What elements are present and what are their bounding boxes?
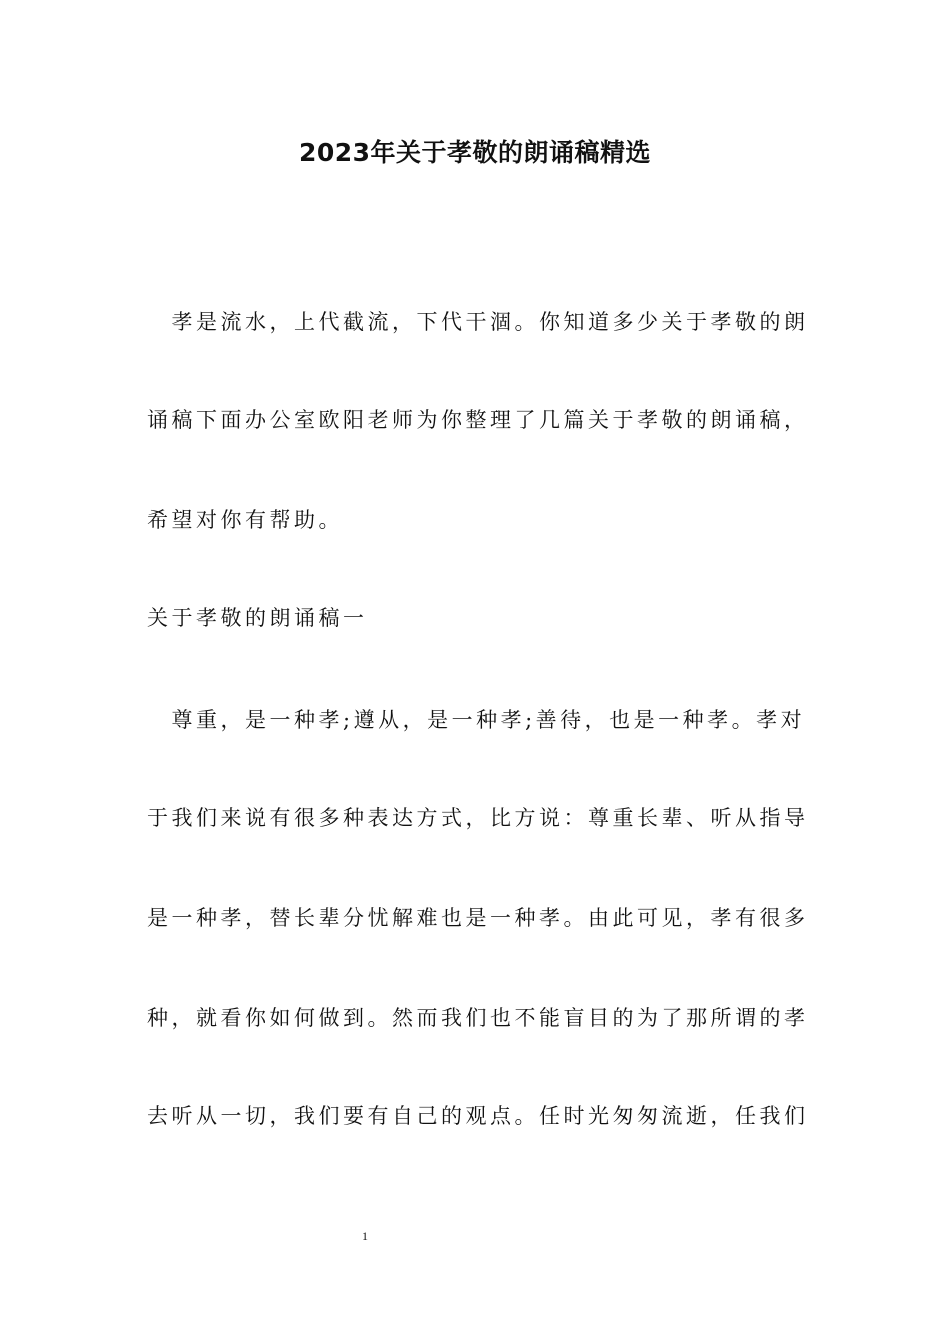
paragraph-line: 尊重，是一种孝;遵从，是一种孝;善待，也是一种孝。孝对: [147, 708, 806, 732]
paragraph-line: 于我们来说有很多种表达方式，比方说：尊重长辈、听从指导: [147, 806, 809, 830]
section-heading: 关于孝敬的朗诵稿一: [147, 606, 368, 630]
document-title: 2023年关于孝敬的朗诵稿精选: [298, 138, 652, 167]
paragraph-line: 希望对你有帮助。: [147, 508, 343, 532]
paragraph-line: 去听从一切，我们要有自己的观点。任时光匆匆流逝，任我们: [147, 1104, 809, 1128]
paragraph-line: 是一种孝，替长辈分忧解难也是一种孝。由此可见，孝有很多: [147, 906, 809, 930]
paragraph-line: 诵稿下面办公室欧阳老师为你整理了几篇关于孝敬的朗诵稿，: [147, 408, 809, 432]
page-number: 1: [362, 1229, 368, 1243]
paragraph-line: 种，就看你如何做到。然而我们也不能盲目的为了那所谓的孝: [147, 1006, 809, 1030]
paragraph-line: 孝是流水，上代截流，下代干涸。你知道多少关于孝敬的朗: [147, 310, 809, 334]
